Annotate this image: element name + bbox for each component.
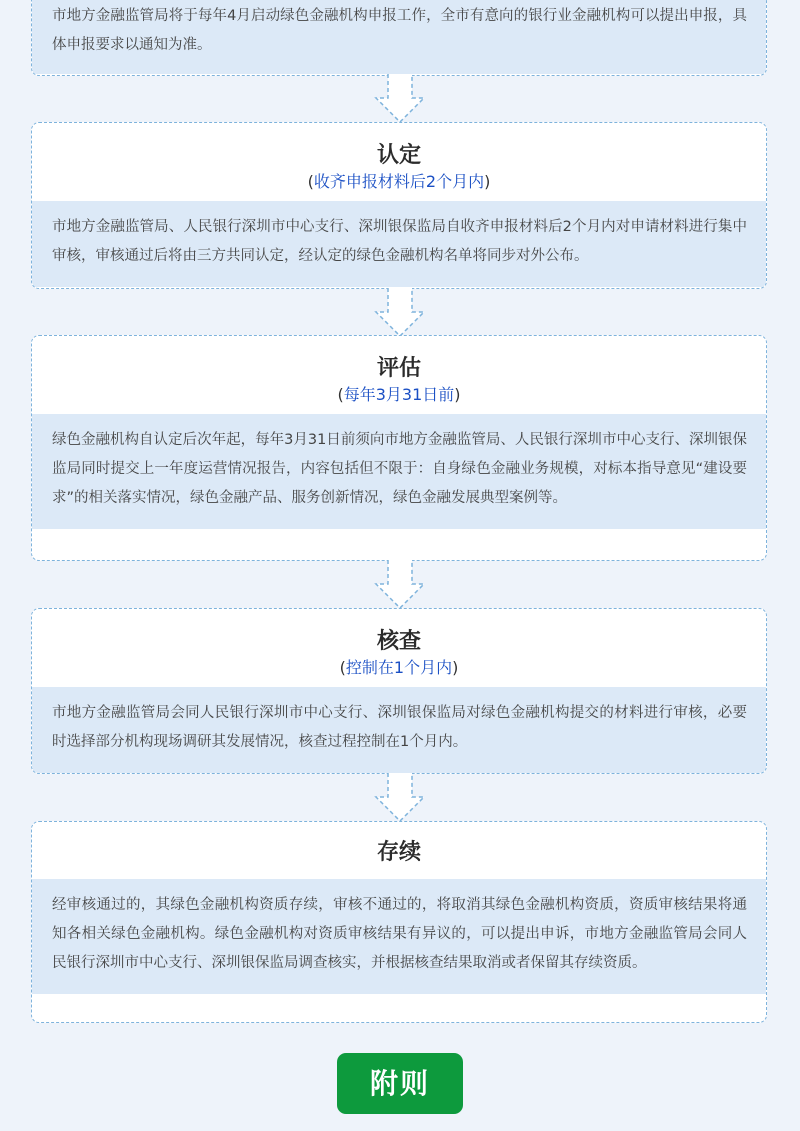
- step-header: [32, 336, 766, 406]
- down-arrow-icon: [374, 773, 426, 823]
- down-arrow-icon: [374, 74, 426, 124]
- down-arrow-icon: [374, 288, 426, 338]
- step-header: [32, 822, 766, 868]
- subtitle-paren-open: (: [339, 658, 346, 677]
- step-card-evaluation: [31, 335, 767, 561]
- subtitle-paren-close: ): [452, 658, 459, 677]
- step-header: [32, 123, 766, 193]
- step-deadline: 收齐申报材料后2个月内: [313, 172, 485, 191]
- step-title: 存续: [376, 840, 421, 865]
- step-subtitle: [32, 384, 766, 406]
- step-card-recognition: [31, 122, 767, 289]
- step-title: 认定: [376, 143, 421, 168]
- step-body-continuation: 经审核通过的，其绿色金融机构资质存续，审核不通过的，将取消其绿色金融机构资质，资质审核结果将通知各相关绿色金融机构。绿色金融机构对资质审核结果有异议的，可以提出申诉，市地方金融监管局会同人民银行深圳市中心支行、深圳银保监局调查核实，并根据核查结果取消或者保留其存续资质。: [32, 879, 766, 994]
- step-deadline: 控制在1个月内: [345, 658, 453, 677]
- step-card-inspection: [31, 608, 767, 774]
- appendix-button[interactable]: 附则: [337, 1053, 463, 1114]
- subtitle-paren-close: ): [454, 385, 461, 404]
- step-deadline: 每年3月31日前: [343, 385, 455, 404]
- down-arrow-icon: [374, 560, 426, 610]
- subtitle-paren-open: (: [337, 385, 344, 404]
- step-title: 评估: [376, 356, 421, 381]
- step-header: [32, 609, 766, 679]
- step-body-evaluation: 绿色金融机构自认定后次年起，每年3月31日前须向市地方金融监管局、人民银行深圳市中心支行、深圳银保监局同时提交上一年度运营情况报告，内容包括但不限于：自身绿色金融业务规模，对标本指导意见“建设要求”的相关落实情况，绿色金融产品、服务创新情况，绿色金融发展典型案例等。: [32, 414, 766, 529]
- step-body-recognition: 市地方金融监管局、人民银行深圳市中心支行、深圳银保监局自收齐申报材料后2个月内对申请材料进行集中审核，审核通过后将由三方共同认定，经认定的绿色金融机构名单将同步对外公布。: [32, 201, 766, 287]
- step-body-apply: 市地方金融监管局将于每年4月启动绿色金融机构申报工作，全市有意向的银行业金融机构可以提出申报，具体申报要求以通知为准。: [32, 0, 766, 74]
- step-body-inspection: 市地方金融监管局会同人民银行深圳市中心支行、深圳银保监局对绿色金融机构提交的材料进行审核，必要时选择部分机构现场调研其发展情况，核查过程控制在1个月内。: [32, 687, 766, 773]
- step-subtitle: [32, 657, 766, 679]
- step-card-apply: [31, 0, 767, 76]
- step-subtitle: [32, 171, 766, 193]
- subtitle-paren-close: ): [484, 172, 491, 191]
- step-card-continuation: [31, 821, 767, 1023]
- step-title: 核查: [376, 629, 421, 654]
- subtitle-paren-open: (: [307, 172, 314, 191]
